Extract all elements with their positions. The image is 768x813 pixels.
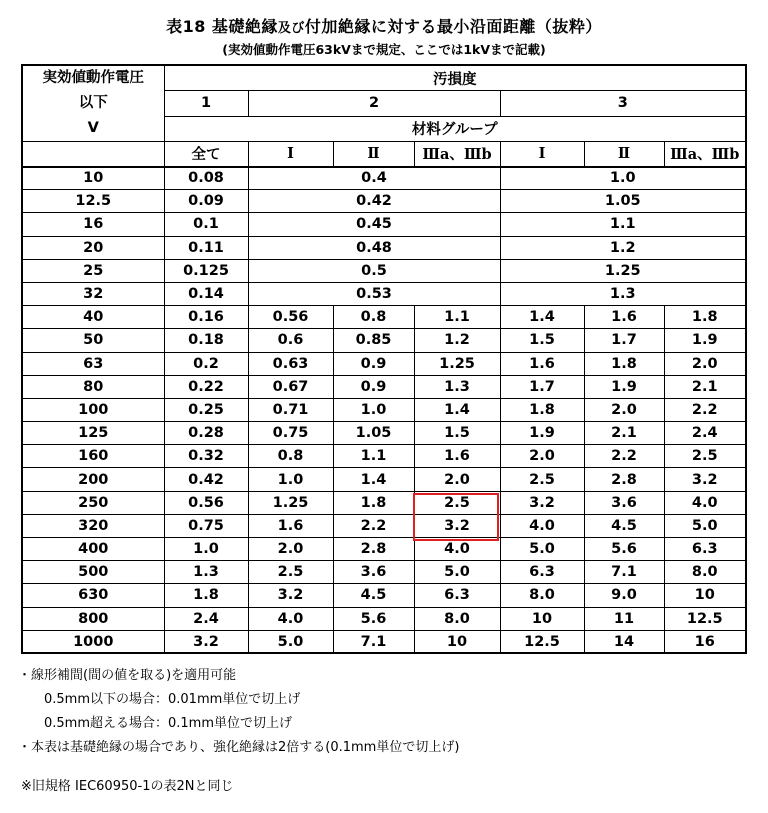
voltage-cell: 160 [22, 445, 164, 468]
pollution-degree-2: 2 [248, 91, 500, 117]
voltage-cell: 800 [22, 607, 164, 630]
pd3-g2-cell: 4.5 [584, 514, 664, 537]
pd2-merged-cell: 0.5 [248, 259, 500, 282]
voltage-cell: 400 [22, 538, 164, 561]
pd2-g1-cell: 0.71 [248, 398, 333, 421]
table-row [22, 630, 746, 653]
pd2-g3-cell: 1.1 [414, 306, 500, 329]
pd3-merged-cell: 1.2 [500, 236, 746, 259]
pd3-merged-cell: 1.25 [500, 259, 746, 282]
pd3-g1-cell: 1.9 [500, 422, 584, 445]
pd3-g2-cell: 2.8 [584, 468, 664, 491]
pd2-g2-cell: 0.8 [333, 306, 414, 329]
voltage-cell: 10 [22, 167, 164, 190]
pd2-merged-cell: 0.53 [248, 282, 500, 305]
pollution-degree-1: 1 [164, 91, 248, 117]
table-row [22, 167, 746, 190]
table-row [22, 375, 746, 398]
pd1-cell: 0.1 [164, 213, 248, 236]
voltage-cell: 1000 [22, 630, 164, 653]
voltage-header-blank [22, 142, 164, 167]
table-row [22, 213, 746, 236]
pd3-g3-cell: 16 [664, 630, 746, 653]
pd3-g2-cell: 5.6 [584, 538, 664, 561]
pd1-cell: 0.42 [164, 468, 248, 491]
pd1-cell: 0.32 [164, 445, 248, 468]
pd3-g2-cell: 1.7 [584, 329, 664, 352]
pd2-g1-cell: 1.6 [248, 514, 333, 537]
voltage-header-line3: V [87, 120, 99, 136]
table-row [22, 538, 746, 561]
voltage-cell: 40 [22, 306, 164, 329]
table-row [22, 607, 746, 630]
pd3-g2-cell: 2.2 [584, 445, 664, 468]
table-row [22, 352, 746, 375]
table-row [22, 259, 746, 282]
pd2-g1-cell: 1.0 [248, 468, 333, 491]
pd2-g3-cell: 1.4 [414, 398, 500, 421]
pd2-g1-cell: 0.75 [248, 422, 333, 445]
pd3-g3-cell: 12.5 [664, 607, 746, 630]
pd2-g3-cell: 3.2 [414, 514, 500, 537]
pd3-g1-cell: 10 [500, 607, 584, 630]
pd1-cell: 0.28 [164, 422, 248, 445]
creepage-distance-table [21, 64, 747, 654]
pd2-g3-cell: 6.3 [414, 584, 500, 607]
pd3-g3-cell: 2.5 [664, 445, 746, 468]
voltage-header [22, 65, 164, 142]
pd3-g3-cell: 5.0 [664, 514, 746, 537]
title-part2: 及び [277, 21, 305, 36]
note-over-0-5mm: 0.5mm超える場合：0.1mm単位で切上げ [44, 716, 293, 731]
voltage-cell: 63 [22, 352, 164, 375]
pd3-g3-cell: 2.0 [664, 352, 746, 375]
voltage-cell: 20 [22, 236, 164, 259]
pd2-g3-cell: 1.5 [414, 422, 500, 445]
pd2-g2-cell: 1.1 [333, 445, 414, 468]
reference-note: ※旧規格 IEC60950-1の表2Nと同じ [21, 779, 234, 794]
material-all: 全て [164, 142, 248, 167]
pd2-g2-cell: 1.4 [333, 468, 414, 491]
voltage-cell: 16 [22, 213, 164, 236]
pd1-cell: 1.8 [164, 584, 248, 607]
table-row [22, 282, 746, 305]
pd2-g3-cell: 4.0 [414, 538, 500, 561]
table-row [22, 468, 746, 491]
pd3-g2-cell: 1.8 [584, 352, 664, 375]
pd3-g2-cell: 2.1 [584, 422, 664, 445]
pd1-cell: 0.16 [164, 306, 248, 329]
pd1-cell: 1.3 [164, 561, 248, 584]
pd2-g2-cell: 5.6 [333, 607, 414, 630]
pd2-merged-cell: 0.42 [248, 190, 500, 213]
title-part1: 表18 基礎絶縁 [166, 17, 278, 36]
pd3-group-3: Ⅲa、Ⅲb [664, 142, 746, 167]
pd2-group-2: Ⅱ [333, 142, 414, 167]
pd3-g3-cell: 2.1 [664, 375, 746, 398]
table-title [0, 14, 768, 37]
pd3-g2-cell: 7.1 [584, 561, 664, 584]
pd2-g2-cell: 1.05 [333, 422, 414, 445]
pd3-g1-cell: 1.7 [500, 375, 584, 398]
pd1-cell: 0.125 [164, 259, 248, 282]
title-part3: 付加絶縁に対する最小沿面距離（抜粋） [304, 17, 602, 36]
pd2-g3-cell: 2.0 [414, 468, 500, 491]
pd2-g1-cell: 0.67 [248, 375, 333, 398]
pd2-g2-cell: 1.8 [333, 491, 414, 514]
pd3-g1-cell: 2.0 [500, 445, 584, 468]
pd2-g3-cell: 1.6 [414, 445, 500, 468]
pollution-degree-3: 3 [500, 91, 746, 117]
pd2-g3-cell: 5.0 [414, 561, 500, 584]
pd3-g3-cell: 2.4 [664, 422, 746, 445]
pd3-g2-cell: 1.6 [584, 306, 664, 329]
table-row [22, 491, 746, 514]
pd2-group-3: Ⅲa、Ⅲb [414, 142, 500, 167]
pd2-g1-cell: 0.56 [248, 306, 333, 329]
pd2-g3-cell: 1.2 [414, 329, 500, 352]
pd3-merged-cell: 1.3 [500, 282, 746, 305]
voltage-cell: 200 [22, 468, 164, 491]
pd2-g1-cell: 5.0 [248, 630, 333, 653]
pd2-merged-cell: 0.45 [248, 213, 500, 236]
pd2-g2-cell: 0.9 [333, 375, 414, 398]
voltage-cell: 125 [22, 422, 164, 445]
pd2-merged-cell: 0.48 [248, 236, 500, 259]
table-row [22, 514, 746, 537]
pd3-merged-cell: 1.1 [500, 213, 746, 236]
pd2-merged-cell: 0.4 [248, 167, 500, 190]
table-row [22, 584, 746, 607]
pd2-g3-cell: 2.5 [414, 491, 500, 514]
pd3-g1-cell: 4.0 [500, 514, 584, 537]
voltage-cell: 500 [22, 561, 164, 584]
pd1-cell: 3.2 [164, 630, 248, 653]
pd1-cell: 0.25 [164, 398, 248, 421]
pd2-g1-cell: 2.5 [248, 561, 333, 584]
pd3-g1-cell: 2.5 [500, 468, 584, 491]
pd1-cell: 0.08 [164, 167, 248, 190]
pd3-g1-cell: 1.4 [500, 306, 584, 329]
pd2-g2-cell: 4.5 [333, 584, 414, 607]
notes [18, 664, 459, 760]
pd2-g2-cell: 3.6 [333, 561, 414, 584]
voltage-cell: 50 [22, 329, 164, 352]
voltage-cell: 25 [22, 259, 164, 282]
table-row [22, 422, 746, 445]
table-row [22, 398, 746, 421]
pd3-g1-cell: 12.5 [500, 630, 584, 653]
pd1-cell: 0.56 [164, 491, 248, 514]
pd2-g1-cell: 0.6 [248, 329, 333, 352]
pd2-g1-cell: 2.0 [248, 538, 333, 561]
note-interpolation: ・線形補間(間の値を取る)を適用可能 [18, 668, 237, 683]
pd3-g3-cell: 6.3 [664, 538, 746, 561]
voltage-header-line1: 実効値動作電圧 [42, 70, 144, 86]
pd2-g2-cell: 2.8 [333, 538, 414, 561]
pd3-g1-cell: 5.0 [500, 538, 584, 561]
pd2-g1-cell: 0.8 [248, 445, 333, 468]
pd1-cell: 0.14 [164, 282, 248, 305]
pd3-g2-cell: 9.0 [584, 584, 664, 607]
table-row [22, 190, 746, 213]
voltage-header-line2: 以下 [78, 95, 108, 111]
pd1-cell: 0.2 [164, 352, 248, 375]
pd3-group-1: Ⅰ [500, 142, 584, 167]
voltage-cell: 32 [22, 282, 164, 305]
pd1-cell: 0.09 [164, 190, 248, 213]
pd2-g1-cell: 4.0 [248, 607, 333, 630]
pd3-g1-cell: 6.3 [500, 561, 584, 584]
pd2-group-1: Ⅰ [248, 142, 333, 167]
pd2-g2-cell: 0.85 [333, 329, 414, 352]
note-under-0-5mm: 0.5mm以下の場合：0.01mm単位で切上げ [44, 692, 301, 707]
pd1-cell: 0.75 [164, 514, 248, 537]
pd3-g3-cell: 2.2 [664, 398, 746, 421]
pd3-merged-cell: 1.0 [500, 167, 746, 190]
pd1-cell: 0.11 [164, 236, 248, 259]
note-reinforced: ・本表は基礎絶縁の場合であり、強化絶縁は2倍する(0.1mm単位で切上げ) [18, 740, 460, 755]
pd3-g2-cell: 3.6 [584, 491, 664, 514]
voltage-cell: 630 [22, 584, 164, 607]
pd2-g3-cell: 1.25 [414, 352, 500, 375]
pd3-g1-cell: 1.5 [500, 329, 584, 352]
pd3-g1-cell: 1.8 [500, 398, 584, 421]
highlight-box [413, 493, 499, 541]
pd3-g3-cell: 8.0 [664, 561, 746, 584]
pd2-g1-cell: 0.63 [248, 352, 333, 375]
pd2-g1-cell: 3.2 [248, 584, 333, 607]
table-row [22, 329, 746, 352]
pd3-g1-cell: 1.6 [500, 352, 584, 375]
pd2-g3-cell: 1.3 [414, 375, 500, 398]
pd1-cell: 2.4 [164, 607, 248, 630]
material-group-header: 材料グループ [164, 116, 746, 142]
pd3-g1-cell: 3.2 [500, 491, 584, 514]
pd3-g3-cell: 1.9 [664, 329, 746, 352]
pd3-g3-cell: 4.0 [664, 491, 746, 514]
pd2-g1-cell: 1.25 [248, 491, 333, 514]
pd3-g1-cell: 8.0 [500, 584, 584, 607]
table-subtitle: (実効値動作電圧63kVまで規定、ここでは1kVまで記載) [222, 42, 546, 57]
pd3-g3-cell: 3.2 [664, 468, 746, 491]
pd3-g2-cell: 1.9 [584, 375, 664, 398]
pd1-cell: 1.0 [164, 538, 248, 561]
pd3-g2-cell: 14 [584, 630, 664, 653]
pd3-g3-cell: 10 [664, 584, 746, 607]
voltage-cell: 320 [22, 514, 164, 537]
pd3-group-2: Ⅱ [584, 142, 664, 167]
pd3-merged-cell: 1.05 [500, 190, 746, 213]
pd2-g2-cell: 7.1 [333, 630, 414, 653]
pd1-cell: 0.22 [164, 375, 248, 398]
pd2-g2-cell: 2.2 [333, 514, 414, 537]
table-row [22, 561, 746, 584]
pd1-cell: 0.18 [164, 329, 248, 352]
pd2-g2-cell: 0.9 [333, 352, 414, 375]
pd3-g3-cell: 1.8 [664, 306, 746, 329]
table-row [22, 306, 746, 329]
voltage-cell: 250 [22, 491, 164, 514]
voltage-cell: 80 [22, 375, 164, 398]
table-row [22, 445, 746, 468]
pd2-g3-cell: 10 [414, 630, 500, 653]
table-row [22, 236, 746, 259]
pollution-degree-header: 汚損度 [164, 65, 746, 91]
voltage-cell: 12.5 [22, 190, 164, 213]
pd2-g2-cell: 1.0 [333, 398, 414, 421]
pd3-g2-cell: 2.0 [584, 398, 664, 421]
voltage-cell: 100 [22, 398, 164, 421]
pd3-g2-cell: 11 [584, 607, 664, 630]
pd2-g3-cell: 8.0 [414, 607, 500, 630]
